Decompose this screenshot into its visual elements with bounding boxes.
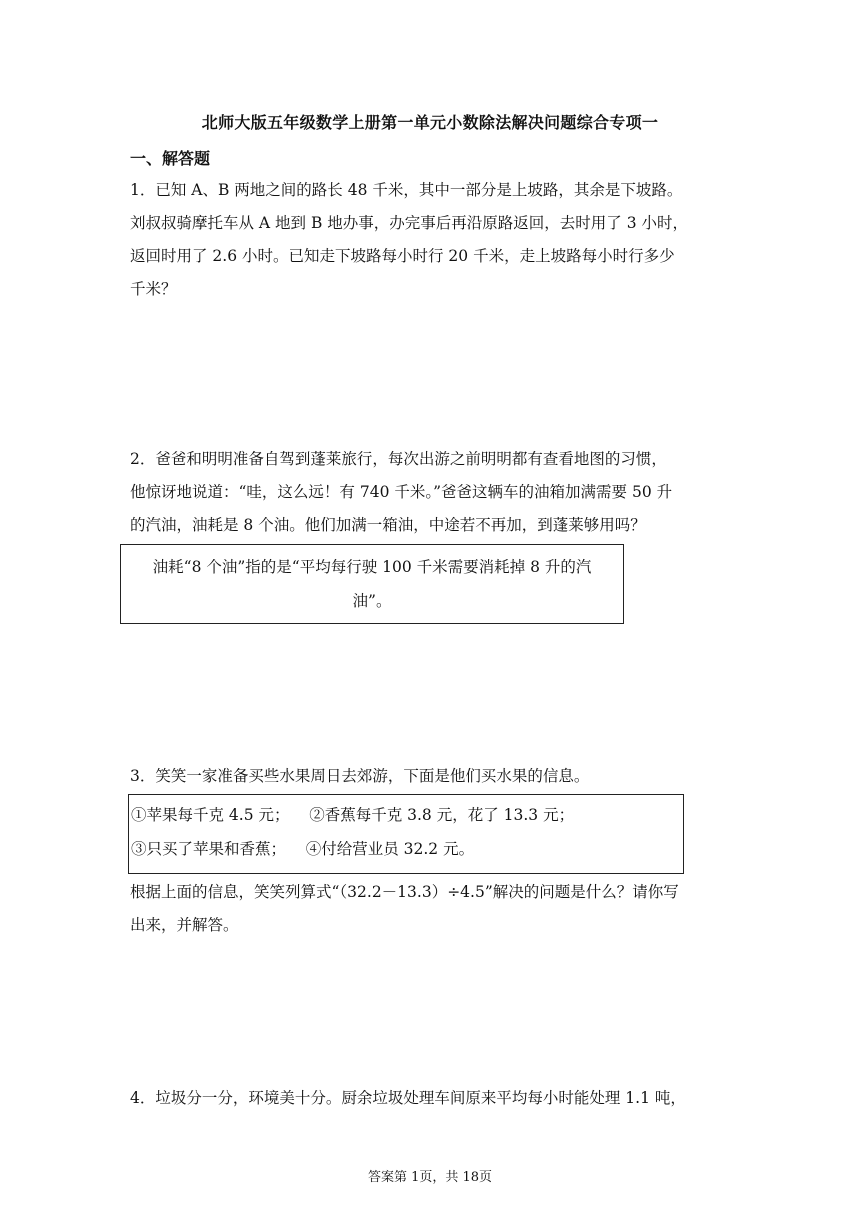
section-heading: 一、解答题: [130, 149, 211, 168]
question-2-line: 2．爸爸和明明准备自驾到蓬莱旅行，每次出游之前明明都有查看地图的习惯，: [130, 450, 667, 468]
question-1: [130, 174, 730, 306]
document-title: 北师大版五年级数学上册第一单元小数除法解决问题综合专项一: [201, 113, 659, 132]
question-3-question: [130, 876, 730, 942]
fruit-info-line: ①苹果每千克 4.5 元； ②香蕉每千克 3.8 元，花了 13.3 元；: [131, 806, 575, 824]
question-3-intro: [130, 760, 730, 793]
question-2-line: 的汽油，油耗是 8 个油。他们加满一箱油，中途若不再加，到蓬莱够用吗？: [130, 516, 646, 534]
question-3-intro-line: 3．笑笑一家准备买些水果周日去郊游，下面是他们买水果的信息。: [130, 767, 590, 785]
question-3-line: 根据上面的信息，笑笑列算式“（32.2－13.3）÷4.5”解决的问题是什么？请你写: [130, 883, 679, 901]
question-3-line: 出来，并解答。: [130, 916, 239, 934]
fuel-note-box: [120, 544, 624, 624]
question-1-line: 刘叔叔骑摩托车从 A 地到 B 地办事，办完事后再沿原路返回，去时用了 3 小时，: [130, 214, 689, 232]
question-2: [130, 443, 730, 542]
question-4-line: 4．垃圾分一分，环境美十分。厨余垃圾处理车间原来平均每小时能处理 1.1 吨，: [130, 1089, 686, 1107]
question-1-line: 返回时用了 2.6 小时。已知走下坡路每小时行 20 千米，走上坡路每小时行多少: [130, 247, 675, 265]
question-4: [130, 1082, 730, 1115]
fruit-info-box: [128, 794, 684, 874]
page-footer: 答案第 1页，共 18页: [367, 1170, 493, 1185]
question-1-line: 1．已知 A、B 两地之间的路长 48 千米，其中一部分是上坡路，其余是下坡路。: [130, 181, 683, 199]
question-2-line: 他惊讶地说道：“哇，这么远！有 740 千米。”爸爸这辆车的油箱加满需要 50 升: [130, 483, 673, 501]
fruit-info-line: ③只买了苹果和香蕉； ④付给营业员 32.2 元。: [131, 840, 475, 858]
fuel-note-line: 油”。: [352, 592, 392, 610]
fuel-note-line: 油耗“8 个油”指的是“平均每行驶 100 千米需要消耗掉 8 升的汽: [152, 558, 592, 576]
question-1-line: 千米？: [130, 280, 177, 298]
